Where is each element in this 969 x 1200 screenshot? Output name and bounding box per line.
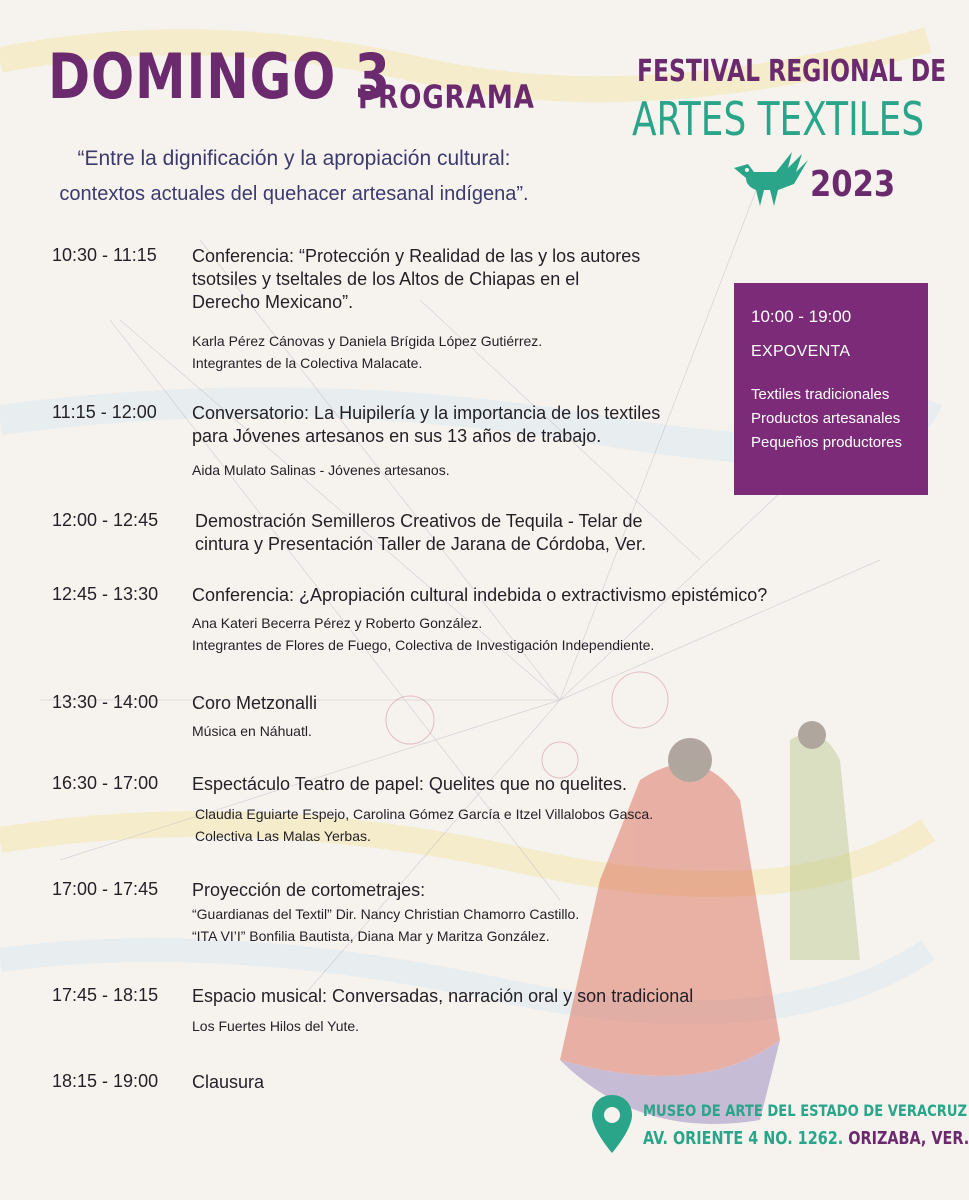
entry-title: Coro Metzonalli [192, 693, 318, 713]
entry-time: 16:30 - 17:00 [52, 773, 159, 793]
entry-title: Conversatorio: La Huipilería y la importancia de los textiles para Jóvenes artesanos en sus 13 años de trabajo. [192, 403, 661, 446]
entry-time: 17:00 - 17:45 [52, 879, 159, 899]
entry-detail: Karla Pérez Cánovas y Daniela Brígida López Gutiérrez. [192, 333, 543, 349]
venue-street: AV. ORIENTE 4 NO. 1262. [643, 1128, 844, 1149]
venue-name: MUSEO DE ARTE DEL ESTADO DE VERACRUZ [643, 1101, 967, 1120]
entry-title: Clausura [192, 1072, 265, 1092]
entry-title: Conferencia: ¿Apropiación cultural indebida o extractivismo epistémico? [192, 585, 768, 605]
entry-title: Proyección de cortometrajes: [192, 880, 426, 900]
expoventa-time: 10:00 - 19:00 [751, 307, 852, 326]
festival-year: 2023 [810, 164, 896, 205]
entry-time: 11:15 - 12:00 [52, 402, 157, 422]
page-subtitle: PROGRAMA [358, 78, 535, 116]
venue-city: ORIZABA, VER. [848, 1128, 969, 1149]
entry-detail: Los Fuertes Hilos del Yute. [192, 1018, 360, 1034]
theme-quote-line-2: contextos actuales del quehacer artesanal indígena”. [59, 183, 529, 205]
entry-time: 12:45 - 13:30 [52, 584, 159, 604]
entry-title: Conferencia: “Protección y Realidad de las y los autores tsotsiles y tseltales de los Altos de Chiapas en el Derecho Mexicano”. [192, 246, 641, 312]
entry-detail: “ITA VI’I” Bonfilia Bautista, Diana Mar y Maritza González. [192, 928, 550, 944]
entry-time: 18:15 - 19:00 [52, 1071, 159, 1091]
expoventa-name: EXPOVENTA [751, 343, 851, 360]
entry-title: Espacio musical: Conversadas, narración oral y son tradicional [192, 986, 694, 1006]
entry-detail: Integrantes de Flores de Fuego, Colectiva de Investigación Independiente. [192, 637, 655, 653]
festival-name-line-2: ARTES TEXTILES [632, 92, 925, 146]
entry-detail: Integrantes de la Colectiva Malacate. [192, 355, 423, 371]
venue-address [643, 1128, 969, 1149]
entry-detail: Colectiva Las Malas Yerbas. [195, 828, 371, 844]
theme-quote-line-1: “Entre la dignificación y la apropiación cultural: [77, 147, 511, 170]
entry-detail: Música en Náhuatl. [192, 723, 312, 739]
entry-title: Espectáculo Teatro de papel: Quelites que no quelites. [192, 774, 627, 794]
entry-detail: Claudia Eguiarte Espejo, Carolina Gómez García e Itzel Villalobos Gasca. [195, 806, 654, 822]
entry-detail: Aida Mulato Salinas - Jóvenes artesanos. [192, 462, 450, 478]
expoventa-item: Pequeños productores [751, 434, 902, 451]
expoventa-item: Textiles tradicionales [751, 386, 890, 403]
entry-title: Demostración Semilleros Creativos de Tequila - Telar de cintura y Presentación Taller de Jarana de Córdoba, Ver. [195, 511, 646, 554]
page-title: DOMINGO 3 [48, 40, 391, 113]
map-pin-icon [590, 1093, 634, 1160]
entry-time: 12:00 - 12:45 [52, 510, 159, 530]
entry-time: 13:30 - 14:00 [52, 692, 159, 712]
entry-detail: “Guardianas del Textil” Dir. Nancy Christian Chamorro Castillo. [192, 906, 580, 922]
entry-detail: Ana Kateri Becerra Pérez y Roberto González. [192, 615, 483, 631]
expoventa-item: Productos artesanales [751, 410, 901, 427]
festival-name-line-1: FESTIVAL REGIONAL DE [637, 54, 947, 89]
entry-time: 10:30 - 11:15 [52, 245, 157, 265]
entry-time: 17:45 - 18:15 [52, 985, 159, 1005]
